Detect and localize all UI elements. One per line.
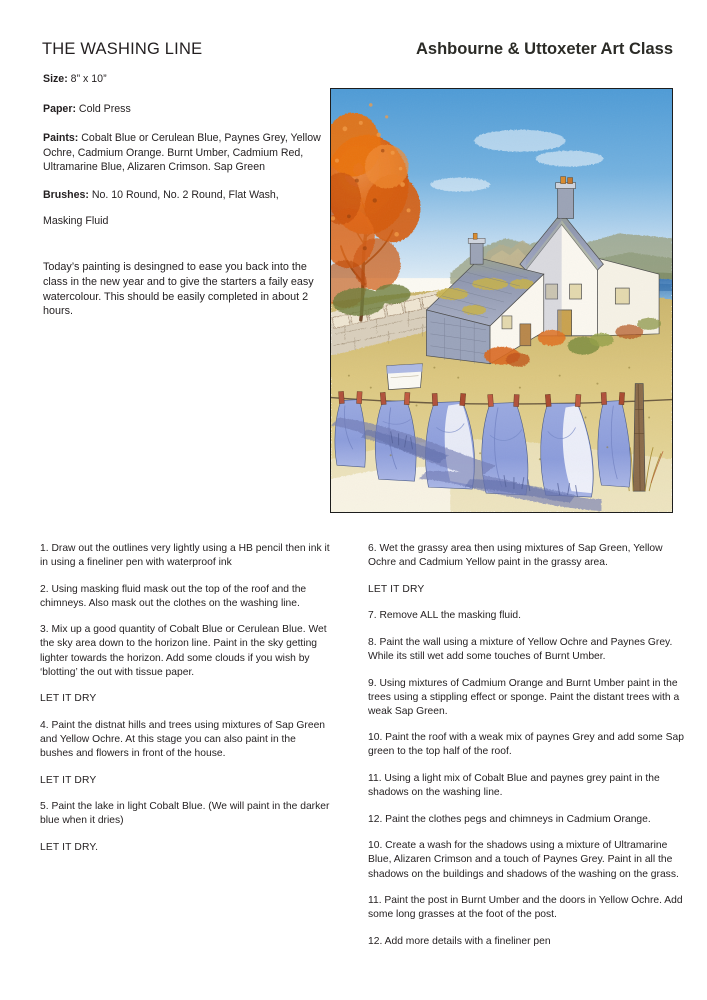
instruction-step: 12. Add more details with a fineliner pen xyxy=(368,935,551,947)
document-header xyxy=(42,40,673,66)
material-paints-label: Paints: xyxy=(43,132,79,145)
intro-paragraph: Today’s painting is desingned to ease you back into the class in the new year and to give the starters a faily easy watercolour. This should be easily completed in about 2 hours. xyxy=(43,261,314,318)
instruction-step: 10. Create a wash for the shadows using a mixture of Ultramarine Blue, Alizaren Crimson and a touch of Paynes Grey. Paint in all the shadows on the buildings and shadows of the washing on the grass. xyxy=(368,840,679,880)
instruction-step: 2. Using masking fluid mask out the top of the roof and the chimneys. Also mask out the clothes on the washing line. xyxy=(40,583,307,609)
instructions-column-right xyxy=(368,542,686,949)
instructions-column-left xyxy=(40,542,330,855)
instruction-step: 4. Paint the distnat hills and trees using mixtures of Sap Green and Yellow Ochre. At this stage you can also paint in the bushes and flowers in front of the house. xyxy=(40,719,326,760)
instruction-step: 11. Using a light mix of Cobalt Blue and paynes grey paint in the shadows on the washing line. xyxy=(368,773,660,799)
instruction-let-it-dry: LET IT DRY xyxy=(40,693,97,705)
instruction-step: 7. Remove ALL the masking fluid. xyxy=(368,610,522,622)
material-paints xyxy=(43,131,335,175)
material-brushes-label: Brushes: xyxy=(43,188,89,201)
material-size-label: Size: xyxy=(43,73,68,85)
instruction-step: 3. Mix up a good quantity of Cobalt Blue or Cerulean Blue. Wet the sky area down to the horizon line. Paint in the sky getting lighter towards the horizon. Add some clouds if you wish by ‘blotting’ the out with tissue paper. xyxy=(40,624,327,678)
instruction-step: 8. Paint the wall using a mixture of Yellow Ochre and Paynes Grey. While its still wet add some touches of Burnt Umber. xyxy=(368,636,673,662)
material-paper-value: Cold Press xyxy=(75,102,131,115)
instruction-step: 10. Paint the roof with a weak mix of paynes Grey and add some Sap green to the top half of the roof. xyxy=(368,732,684,758)
material-size xyxy=(43,72,335,87)
instruction-step: 5. Paint the lake in light Cobalt Blue. (We will paint in the darker blue when it dries) xyxy=(40,801,330,827)
instruction-step: 9. Using mixtures of Cadmium Orange and Burnt Umber paint in the trees using a stippling effect or sponge. Paint the distant trees with a weak Sap Green. xyxy=(368,677,680,717)
instruction-step: 11. Paint the post in Burnt Umber and the doors in Yellow Ochre. Add some long grasses at the foot of the post. xyxy=(368,895,683,921)
material-brushes-value: No. 10 Round, No. 2 Round, Flat Wash, xyxy=(88,188,279,201)
class-name-heading: Ashbourne & Uttoxeter Art Class xyxy=(415,40,673,58)
instruction-let-it-dry: LET IT DRY. xyxy=(40,841,99,853)
material-paper xyxy=(43,102,335,117)
instruction-let-it-dry: LET IT DRY xyxy=(40,774,97,786)
materials-list xyxy=(43,72,335,241)
painting-illustration xyxy=(331,89,672,512)
painting-image xyxy=(330,88,673,513)
material-size-value: 8” x 10” xyxy=(67,73,107,85)
material-paper-label: Paper: xyxy=(43,102,76,115)
paper-grain xyxy=(331,89,672,512)
instruction-let-it-dry: LET IT DRY xyxy=(368,583,425,595)
material-paints-value: Cobalt Blue or Cerulean Blue, Paynes Grey, Yellow Ochre, Cadmium Orange. Burnt Umber, Cadmium Red, Ultramarine Blue, Alizaren Crimson. Sap Green xyxy=(43,132,321,174)
material-masking-fluid xyxy=(43,214,335,229)
instruction-step: 12. Paint the clothes pegs and chimneys in Cadmium Orange. xyxy=(368,813,651,825)
material-masking-fluid-value: Masking Fluid xyxy=(43,214,109,227)
instruction-step: 1. Draw out the outlines very lightly using a HB pencil then ink it in using a fineliner pen with waterproof ink xyxy=(40,543,330,569)
material-brushes xyxy=(43,188,335,203)
instruction-step: 6. Wet the grassy area then using mixtures of Sap Green, Yellow Ochre and Cadmium Yellow paint in the grassy area. xyxy=(368,543,663,569)
page-title: THE WASHING LINE xyxy=(42,40,203,58)
